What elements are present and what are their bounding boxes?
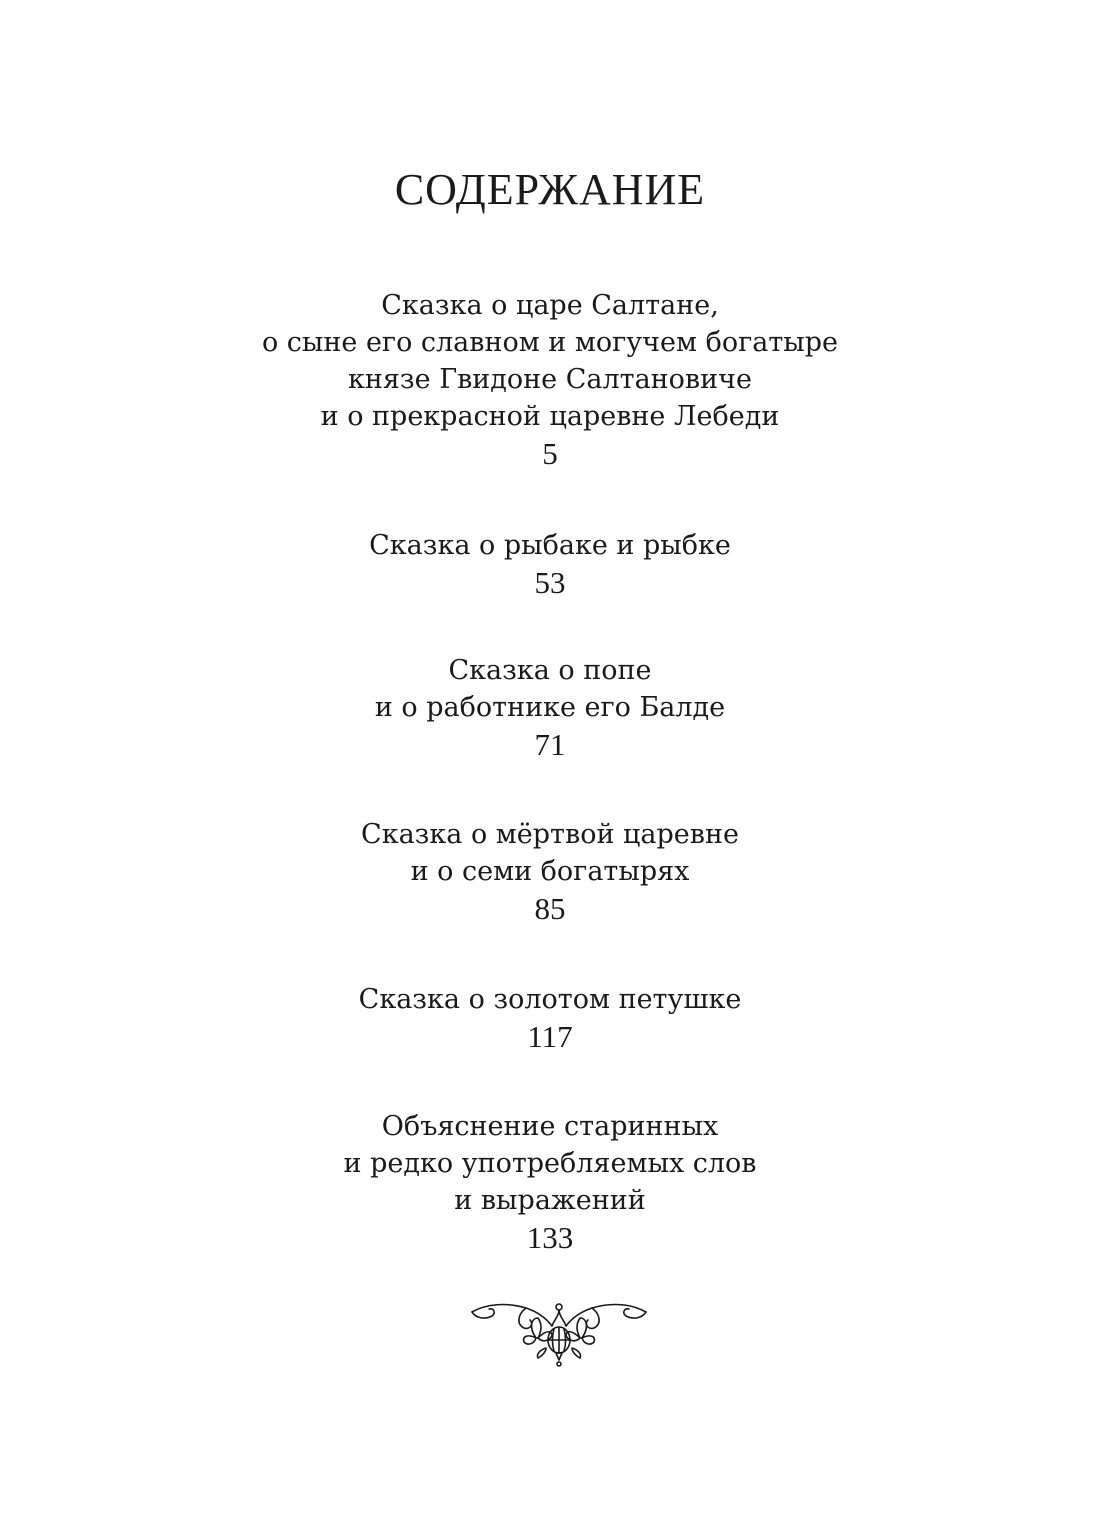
page-title: СОДЕРЖАНИЕ — [394, 165, 706, 214]
toc-entry — [0, 652, 1100, 763]
toc-entry-title-line: и о работнике его Балде — [374, 692, 726, 723]
toc-page-number: 5 — [542, 436, 558, 471]
toc-entry-title-line: о сыне его славном и могучем богатыре — [261, 327, 839, 358]
toc-entry — [0, 816, 1100, 927]
toc-entry-title-line: Сказка о царе Салтане, — [381, 290, 719, 321]
toc-page-number: 85 — [534, 891, 566, 926]
toc-entry — [0, 527, 1100, 601]
toc-entry-title-line: Объяснение старинных — [381, 1111, 719, 1142]
toc-entry — [0, 1108, 1100, 1256]
toc-entry-title-line: и о прекрасной царевне Лебеди — [320, 401, 780, 432]
toc-entry — [0, 287, 1100, 472]
toc-page-number: 53 — [534, 565, 566, 600]
toc-entry — [0, 981, 1100, 1055]
toc-entry-title-line: и о семи богатырях — [410, 856, 690, 887]
toc-entry-title-line: Сказка о золотом петушке — [358, 984, 742, 1015]
toc-entry-title-line: Сказка о мёртвой царевне — [361, 819, 739, 850]
toc-entry-title-line: и выражений — [454, 1185, 646, 1216]
toc-entry-title-line: Сказка о попе — [448, 655, 652, 686]
toc-entry-title-line: и редко употребляемых слов — [343, 1148, 757, 1179]
floral-vignette-icon — [466, 1298, 652, 1368]
toc-page-number: 71 — [534, 727, 566, 762]
toc-page-number: 133 — [526, 1220, 574, 1255]
toc-entry-title-line: Сказка о рыбаке и рыбке — [369, 530, 731, 561]
toc-entry-title-line: князе Гвидоне Салтановиче — [348, 364, 752, 395]
toc-page-number: 117 — [527, 1019, 573, 1054]
